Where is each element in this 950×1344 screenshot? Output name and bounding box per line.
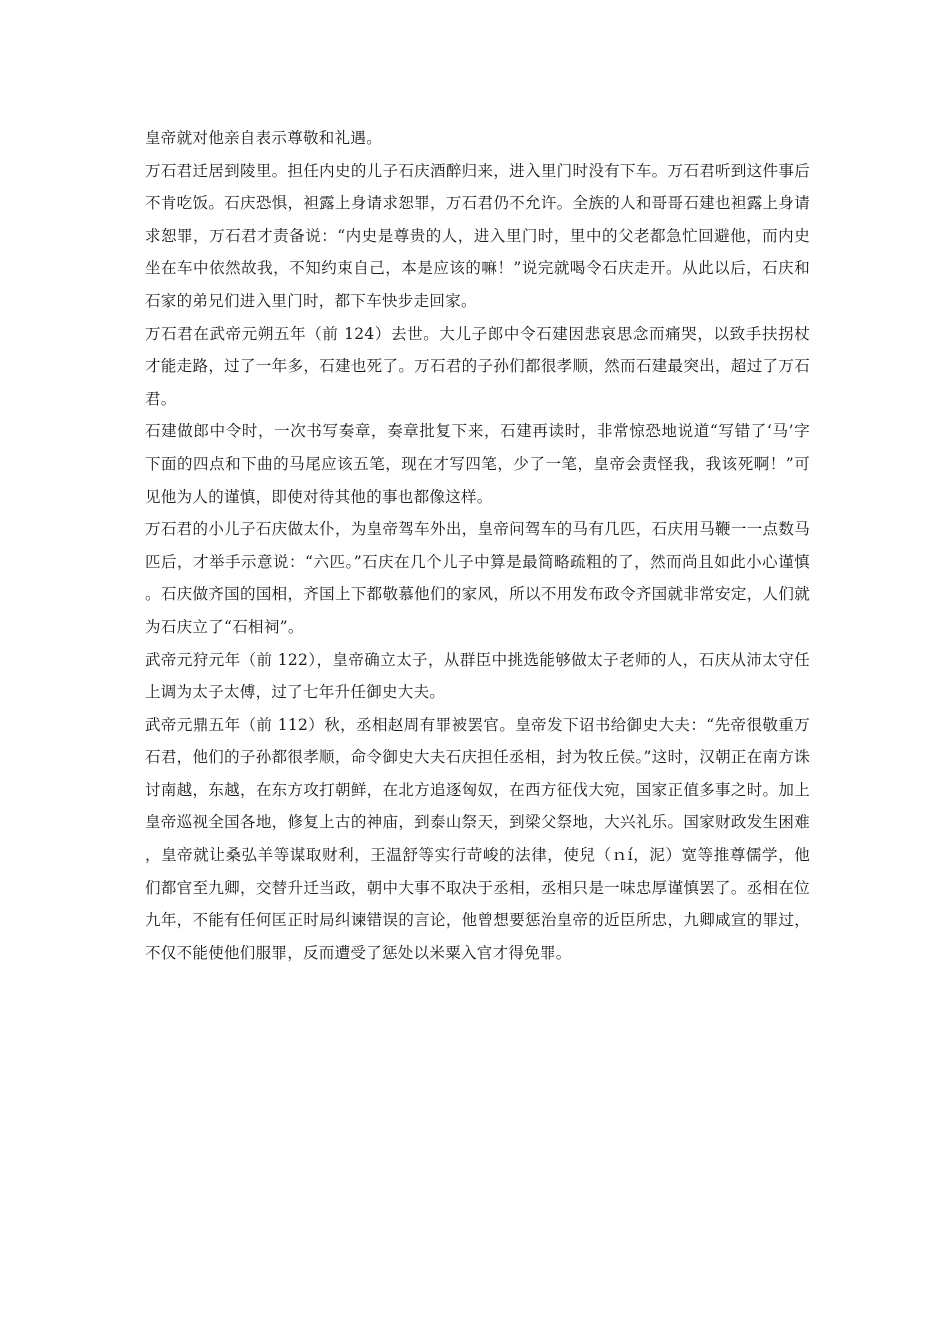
document-body [145,122,810,969]
paragraph-7: 武帝元鼎五年（前 112）秋，丞相赵周有罪被罢官。皇帝发下诏书给御史大夫：“先帝很敬重万石君，他们的子孙都很孝顺，命令御史大夫石庆担任丞相，封为牧丘侯。”这时，汉朝正在南方诛讨南越，东越，在东方攻打朝鲜，在北方追逐匈奴，在西方征伐大宛，国家正值多事之时。加上皇帝巡视全国各地，修复上古的神庙，到泰山祭天，到梁父祭地，大兴礼乐。国家财政发生困难，皇帝就让桑弘羊等谋取财利，王温舒等实行苛峻的法律，使兒（ｎí，泥）宽等推尊儒学，他们都官至九卿，交替升迁当政，朝中大事不取决于丞相，丞相只是一味忠厚谨慎罢了。丞相在位九年，不能有任何匡正时局纠谏错误的言论，他曾想要惩治皇帝的近臣所忠，九卿咸宣的罪过，不仅不能使他们服罪，反而遭受了惩处以米粟入官才得免罪。 [145,715,810,962]
paragraph-5: 万石君的小儿子石庆做太仆，为皇帝驾车外出，皇帝问驾车的马有几匹，石庆用马鞭一一点数马匹后，才举手示意说：“六匹。”石庆在几个儿子中算是最简略疏粗的了，然而尚且如此小心谨慎。石庆做齐国的国相，齐国上下都敬慕他们的家风，所以不用发布政令齐国就非常安定，人们就为石庆立了“石相祠”。 [145,520,810,636]
paragraph-4: 石建做郎中令时，一次书写奏章，奏章批复下来，石建再读时，非常惊恐地说道“写错了‘马’字下面的四点和下曲的马尾应该五笔，现在才写四笔，少了一笔，皇帝会责怪我，我该死啊！”可见他为人的谨慎，即使对待其他的事也都像这样。 [145,422,810,506]
paragraph-1: 皇帝就对他亲自表示尊敬和礼遇。 [145,129,383,147]
paragraph-6: 武帝元狩元年（前 122），皇帝确立太子，从群臣中挑选能够做太子老师的人，石庆从沛太守任上调为太子太傅，过了七年升任御史大夫。 [145,650,810,702]
paragraph-3: 万石君在武帝元朔五年（前 124）去世。大儿子郎中令石建因悲哀思念而痛哭，以致手扶拐杖才能走路，过了一年多，石建也死了。万石君的子孙们都很孝顺，然而石建最突出，超过了万石君。 [145,324,810,408]
paragraph-2: 万石君迁居到陵里。担任内史的儿子石庆酒醉归来，进入里门时没有下车。万石君听到这件事后不肯吃饭。石庆恐惧，袒露上身请求恕罪，万石君仍不允许。全族的人和哥哥石建也袒露上身请求恕罪，万石君才责备说：“内史是尊贵的人，进入里门时，里中的父老都急忙回避他，而内史坐在车中依然故我，不知约束自己，本是应该的嘛！”说完就喝令石庆走开。从此以后，石庆和石家的弟兄们进入里门时，都下车快步走回家。 [145,161,810,310]
